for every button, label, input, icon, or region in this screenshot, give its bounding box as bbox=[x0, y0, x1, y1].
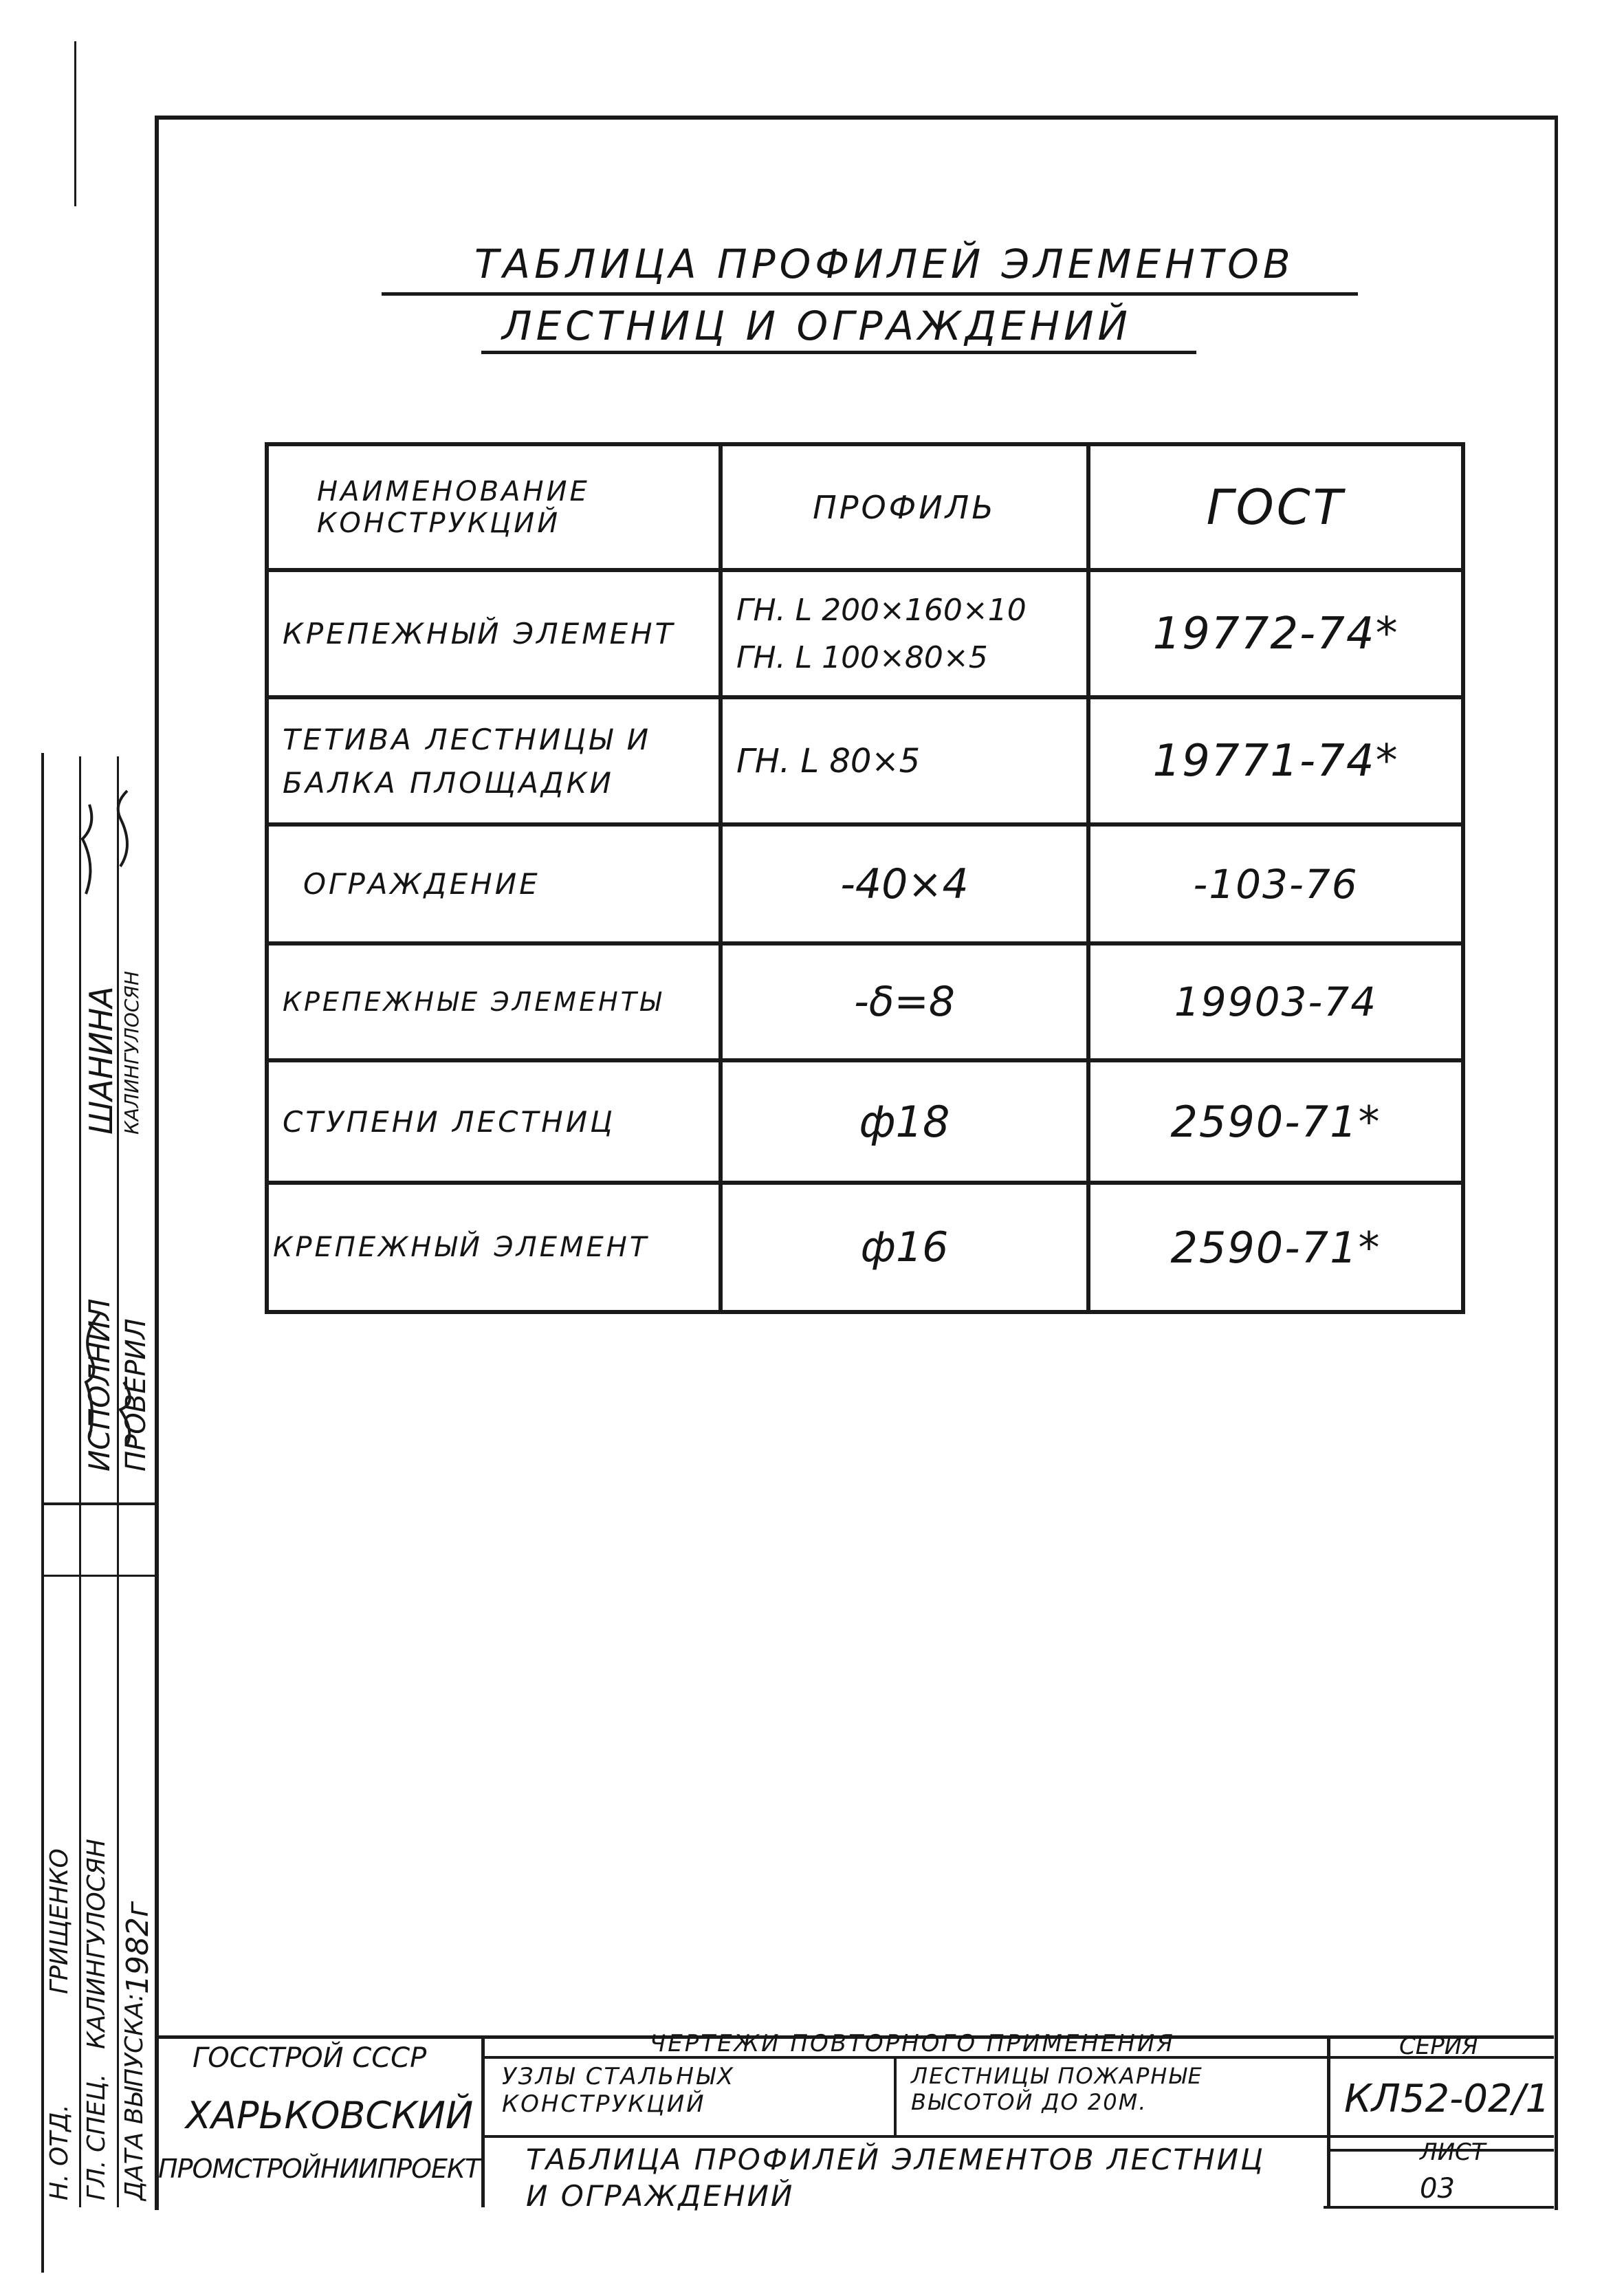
side-stamp bbox=[41, 756, 155, 2207]
cell-name: КРЕПЕЖНЫЙ ЭЛЕМЕНТ bbox=[267, 1183, 721, 1312]
cell-profile: -40×4 bbox=[721, 824, 1088, 943]
stamp-dept-head-name: ГРИЩЕНКО bbox=[45, 1848, 74, 1994]
tb-org3: ПРОМСТРОЙНИИПРОЕКТ bbox=[158, 2154, 481, 2184]
cell-gost: 19903-74 bbox=[1088, 943, 1463, 1060]
cell-profile: ф16 bbox=[721, 1183, 1088, 1312]
signature-marks bbox=[41, 756, 155, 2207]
tb-org1: ГОССТРОЙ СССР bbox=[193, 2042, 427, 2074]
title-block bbox=[155, 2030, 1554, 2213]
title-underline-1 bbox=[382, 292, 1358, 296]
header-gost: ГОСТ bbox=[1088, 444, 1463, 570]
header-name: НАИМЕНОВАНИЕ КОНСТРУКЦИЙ bbox=[267, 444, 721, 570]
stamp-checked-label: ПРОВЕРИЛ bbox=[120, 1318, 152, 1472]
stamp-checked-name: КАЛИНГУЛОСЯН bbox=[120, 971, 143, 1135]
title-underline-2 bbox=[481, 351, 1196, 354]
cell-profile: -δ=8 bbox=[721, 943, 1088, 1060]
tb-subject-left: УЗЛЫ СТАЛЬНЫХ КОНСТРУКЦИЙ bbox=[502, 2063, 736, 2118]
cell-name: СТУПЕНИ ЛЕСТНИЦ bbox=[267, 1060, 721, 1183]
header-profile: ПРОФИЛЬ bbox=[721, 444, 1088, 570]
tb-vline-1 bbox=[481, 2035, 485, 2207]
page-title-line2: ЛЕСТНИЦ И ОГРАЖДЕНИЙ bbox=[502, 303, 1132, 349]
tb-subject-right: ЛЕСТНИЦЫ ПОЖАРНЫЕ ВЫСОТОЙ ДО 20М. bbox=[911, 2063, 1203, 2115]
stamp-release-date-value: 1982г bbox=[120, 1901, 155, 1994]
cell-gost: 19771-74* bbox=[1088, 697, 1463, 824]
tb-org2: ХАРЬКОВСКИЙ bbox=[186, 2094, 474, 2137]
cell-name: ТЕТИВА ЛЕСТНИЦЫ И БАЛКА ПЛОЩАДКИ bbox=[267, 697, 721, 824]
tb-header: ЧЕРТЕЖИ ПОВТОРНОГО ПРИМЕНЕНИЯ bbox=[650, 2030, 1175, 2057]
tb-sheet-value: 03 bbox=[1420, 2173, 1455, 2205]
cell-gost: -103-76 bbox=[1088, 824, 1463, 943]
table-row bbox=[267, 943, 1463, 1060]
tb-sheet-label: ЛИСТ bbox=[1420, 2139, 1486, 2166]
stamp-executed-name: ШАНИНА bbox=[83, 986, 120, 1135]
cell-gost: 19772-74* bbox=[1088, 570, 1463, 697]
stamp-release-date-label: ДАТА ВЫПУСКА: bbox=[120, 1993, 149, 2200]
tb-series-value: КЛ52-02/1 bbox=[1344, 2077, 1550, 2121]
table-row bbox=[267, 697, 1463, 824]
table-header-row bbox=[267, 444, 1463, 570]
table-row bbox=[267, 824, 1463, 943]
profiles-table bbox=[265, 442, 1465, 1314]
binding-line-top bbox=[74, 41, 76, 206]
stamp-chief-spec-label: ГЛ. СПЕЦ. bbox=[83, 2073, 111, 2200]
table-row bbox=[267, 1060, 1463, 1183]
cell-profile: ГН. L 80×5 bbox=[721, 697, 1088, 824]
cell-gost: 2590-71* bbox=[1088, 1060, 1463, 1183]
cell-profile-line1: ГН. L 200×160×10 bbox=[736, 592, 1027, 628]
cell-profile-line2: ГН. L 100×80×5 bbox=[736, 639, 988, 675]
tb-bottom-line bbox=[1324, 2206, 1554, 2209]
page-title-line1: ТАБЛИЦА ПРОФИЛЕЙ ЭЛЕМЕНТОВ bbox=[474, 241, 1295, 287]
cell-name: КРЕПЕЖНЫЕ ЭЛЕМЕНТЫ bbox=[267, 943, 721, 1060]
tb-vline-2 bbox=[1327, 2035, 1330, 2207]
stamp-dept-head-label: Н. ОТД. bbox=[45, 2104, 74, 2200]
tb-hline-2 bbox=[481, 2135, 1554, 2138]
table-row bbox=[267, 1183, 1463, 1312]
cell-name: ОГРАЖДЕНИЕ bbox=[267, 824, 721, 943]
table-row bbox=[267, 570, 1463, 697]
stamp-executed-label: ИСПОЛНИЛ bbox=[83, 1298, 116, 1472]
cell-name: КРЕПЕЖНЫЙ ЭЛЕМЕНТ bbox=[267, 570, 721, 697]
tb-series-label: СЕРИЯ bbox=[1399, 2033, 1478, 2060]
stamp-chief-spec-name: КАЛИНГУЛОСЯН bbox=[83, 1839, 111, 2049]
tb-sheet-title: ТАБЛИЦА ПРОФИЛЕЙ ЭЛЕМЕНТОВ ЛЕСТНИЦ И ОГРАЖДЕНИЙ bbox=[526, 2143, 1265, 2213]
cell-profile: ф18 bbox=[721, 1060, 1088, 1183]
tb-vline-3 bbox=[894, 2056, 897, 2135]
cell-gost: 2590-71* bbox=[1088, 1183, 1463, 1312]
cell-profile bbox=[721, 570, 1088, 697]
